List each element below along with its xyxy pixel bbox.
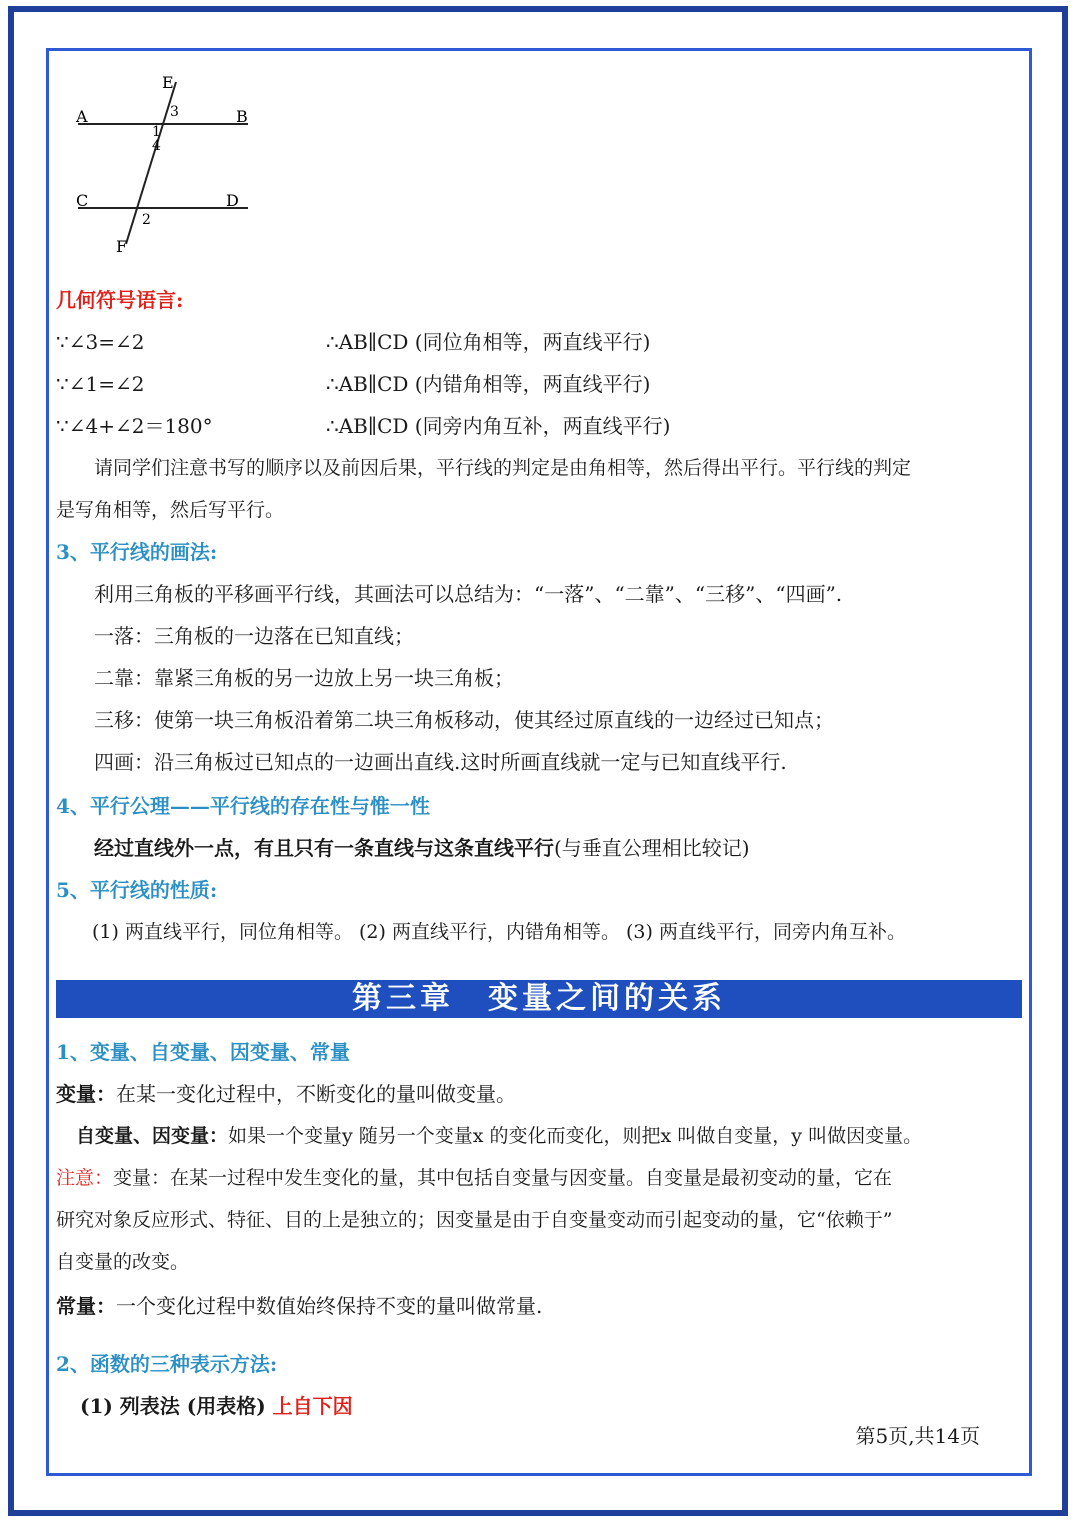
- geom-row-2-cond: ∵∠1=∠2: [56, 372, 145, 396]
- section-4-title: 4、平行公理——平行线的存在性与惟一性: [56, 794, 430, 818]
- angle-4: 4: [152, 138, 161, 154]
- variable-definition: [56, 1080, 516, 1108]
- ch3-section-2-title: 2、函数的三种表示方法:: [56, 1352, 278, 1376]
- geom-row-3-concl: ∴AB∥CD (同旁内角互补，两直线平行): [326, 414, 671, 438]
- section-4-text: [94, 834, 750, 862]
- constant-definition: [56, 1292, 542, 1320]
- constant-text: 一个变化过程中数值始终保持不变的量叫做常量.: [116, 1294, 543, 1318]
- section-4-tail: (与垂直公理相比较记): [554, 836, 750, 860]
- section-5-text: (1) 两直线平行，同位角相等。 (2) 两直线平行，内错角相等。 (3) 两直线平行，同旁内角互补。: [92, 921, 906, 943]
- variable-label: 变量：: [56, 1082, 116, 1106]
- angle-2: 2: [142, 212, 151, 228]
- constant-label: 常量：: [56, 1294, 116, 1318]
- geom-row-2: [56, 370, 1016, 398]
- note-line-1: [56, 1164, 892, 1192]
- page-number: 第5页,共14页: [855, 1424, 980, 1448]
- label-d: D: [226, 191, 239, 210]
- label-b: B: [236, 107, 248, 126]
- table-method-label: (1) 列表法 (用表格): [80, 1394, 266, 1418]
- indep-dep-definition: [76, 1122, 922, 1150]
- geom-note-line-1: 请同学们注意书写的顺序以及前因后果，平行线的判定是由角相等，然后得出平行。平行线的判定: [94, 457, 912, 479]
- geom-row-3: [56, 412, 1016, 440]
- section-3-intro: 利用三角板的平移画平行线，其画法可以总结为：“一落”、“二靠”、“三移”、“四画”.: [94, 582, 843, 606]
- indep-dep-text: 如果一个变量y 随另一个变量x 的变化而变化，则把x 叫做自变量，y 叫做因变量。: [228, 1125, 923, 1147]
- parallel-lines-diagram: [66, 72, 266, 262]
- section-3-title: 3、平行线的画法:: [56, 540, 218, 564]
- note-label: 注意：: [56, 1167, 114, 1189]
- section-3-step-3: 三移：使第一块三角板沿着第二块三角板移动，使其经过原直线的一边经过已知点；: [94, 708, 834, 732]
- indep-dep-label: 自变量、因变量：: [76, 1125, 229, 1147]
- chapter-title-bar: 第三章 变量之间的关系: [56, 980, 1022, 1018]
- section-3-step-4: 四画：沿三角板过已知点的一边画出直线.这时所画直线就一定与已知直线平行.: [94, 750, 787, 774]
- angle-3: 3: [170, 104, 179, 120]
- geom-row-1-cond: ∵∠3=∠2: [56, 330, 145, 354]
- geom-row-1-concl: ∴AB∥CD (同位角相等，两直线平行): [326, 330, 651, 354]
- label-c: C: [76, 191, 89, 210]
- transversal-ef: [126, 82, 176, 244]
- geom-language-title: 几何符号语言:: [56, 288, 184, 312]
- section-4-axiom: 经过直线外一点，有且只有一条直线与这条直线平行: [94, 836, 554, 860]
- geom-row-3-cond: ∵∠4+∠2＝180°: [56, 414, 213, 438]
- geom-row-2-concl: ∴AB∥CD (内错角相等，两直线平行): [326, 372, 651, 396]
- geom-note-line-2: 是写角相等，然后写平行。: [56, 499, 285, 521]
- angle-1: 1: [152, 124, 161, 140]
- ch3-section-1-title: 1、变量、自变量、因变量、常量: [56, 1040, 350, 1064]
- page-content: [56, 58, 1026, 1468]
- table-method-note: 上自下因: [272, 1394, 353, 1418]
- section-3-step-1: 一落：三角板的一边落在已知直线；: [94, 624, 414, 648]
- table-method-item: [80, 1392, 353, 1420]
- section-3-step-2: 二靠：靠紧三角板的另一边放上另一块三角板；: [94, 666, 514, 690]
- label-a: A: [76, 107, 88, 126]
- section-5-title: 5、平行线的性质:: [56, 878, 218, 902]
- label-f: F: [116, 237, 128, 256]
- note-line-3: 自变量的改变。: [56, 1251, 190, 1273]
- note-text-1: 变量：在某一过程中发生变化的量，其中包括自变量与因变量。自变量是最初变动的量，它在: [113, 1167, 893, 1189]
- variable-text: 在某一变化过程中，不断变化的量叫做变量。: [116, 1082, 516, 1106]
- label-e: E: [162, 73, 174, 92]
- geom-row-1: [56, 328, 1016, 356]
- note-line-2: 研究对象反应形式、特征、目的上是独立的；因变量是由于自变量变动而引起变动的量，它“依赖于”: [56, 1209, 893, 1231]
